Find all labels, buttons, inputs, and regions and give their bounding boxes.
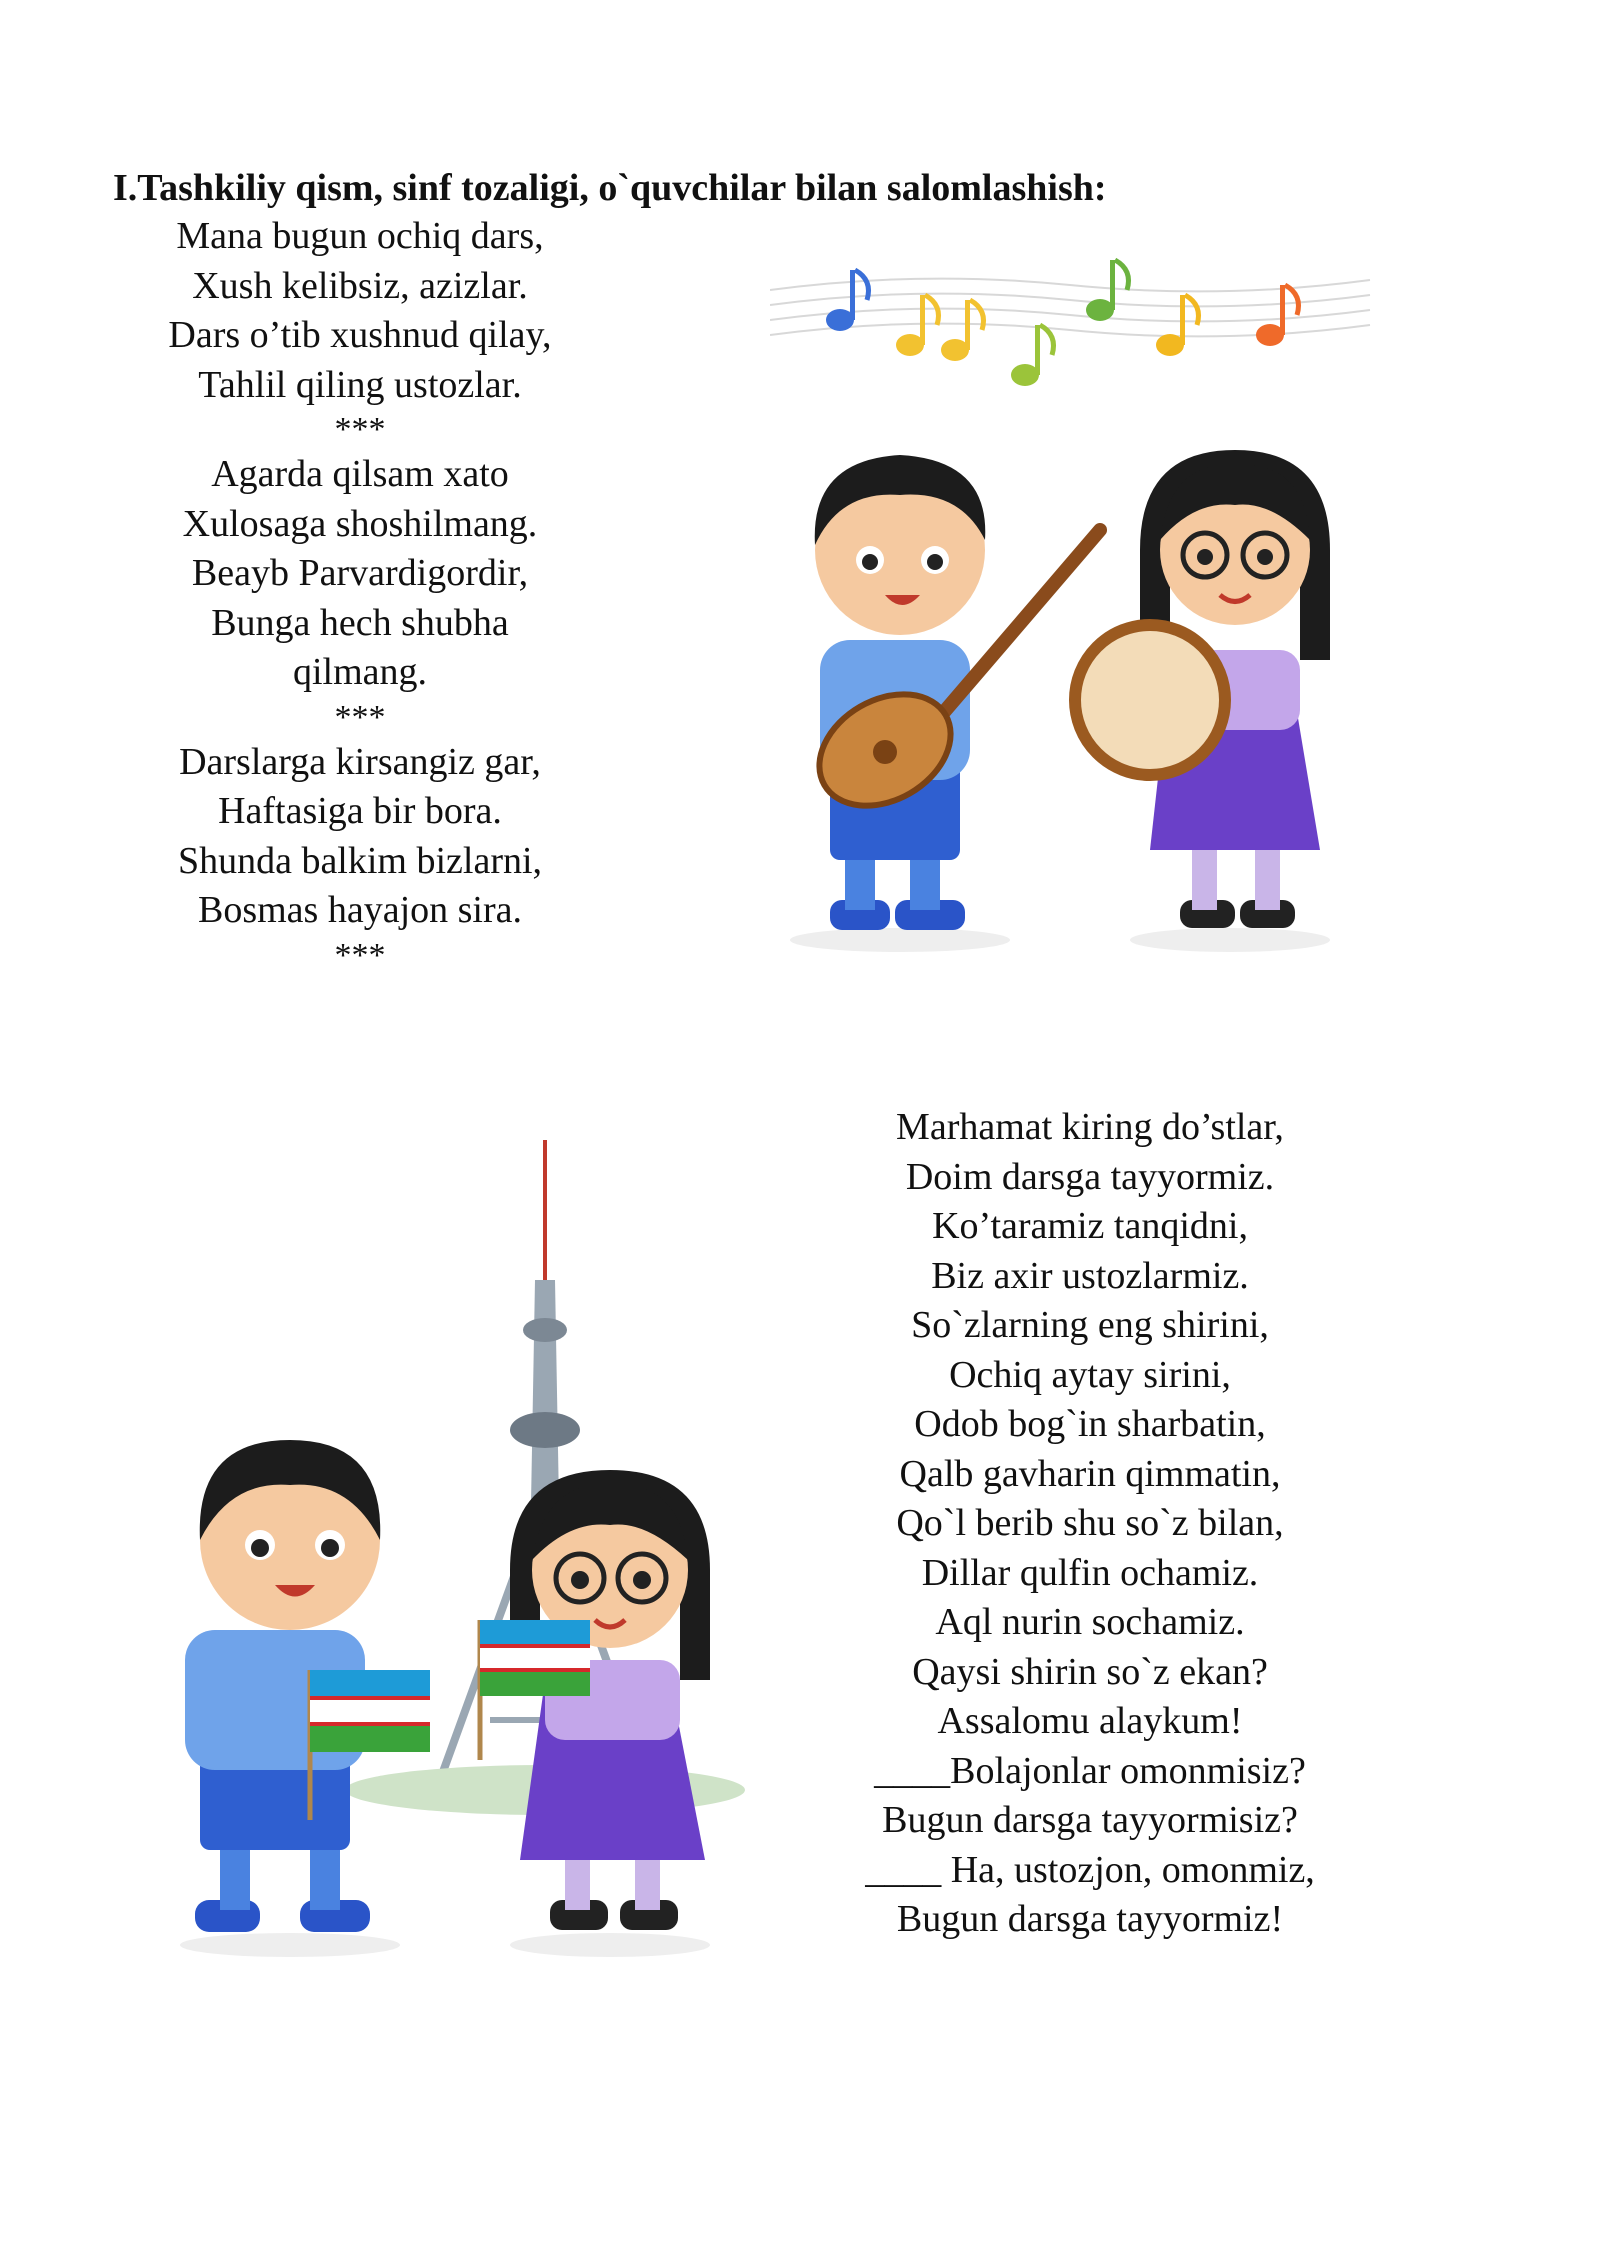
poem-line: Haftasiga bir bora. xyxy=(218,790,502,832)
boy-with-dutar xyxy=(790,455,1100,952)
children-with-uzbek-flags-illustration xyxy=(150,1140,810,1960)
poem-line: So`zlarning eng shirini, xyxy=(911,1304,1269,1346)
poem-line: Bosmas hayajon sira. xyxy=(197,889,522,931)
poem-line: Tahlil qiling ustozlar. xyxy=(198,363,522,406)
poem-left xyxy=(110,212,610,976)
poem-line: Doim darsga tayyormiz. xyxy=(905,1155,1275,1198)
poem-line: qilmang. xyxy=(292,651,428,693)
poem-line: Qo`l berib shu so`z bilan, xyxy=(896,1502,1284,1544)
poem-line: Dars o’tib xushnud qilay, xyxy=(168,314,552,356)
girl-with-flag xyxy=(480,1470,710,1957)
poem-line: Assalomu alaykum! xyxy=(937,1700,1243,1742)
music-note-icon xyxy=(1011,325,1054,386)
poem-line: Qalb gavharin qimmatin, xyxy=(899,1452,1281,1495)
boy-with-flag xyxy=(180,1440,430,1957)
poem-line: ____ Ha, ustozjon, omonmiz, xyxy=(865,1848,1315,1891)
poem-line: ____Bolajonlar omonmisiz? xyxy=(874,1749,1306,1792)
poem-line: Bugun darsga tayyormisiz? xyxy=(882,1799,1298,1841)
music-note-icon xyxy=(1256,285,1299,346)
poem-line: Mana bugun ochiq dars, xyxy=(176,215,544,257)
poem-line: Beayb Parvardigordir, xyxy=(191,552,529,594)
poem-line: Xush kelibsiz, azizlar. xyxy=(192,264,528,307)
poem-line: Shunda balkim bizlarni, xyxy=(177,839,543,882)
girl-with-doira xyxy=(1075,450,1330,952)
poem-line: Ochiq aytay sirini, xyxy=(949,1353,1231,1396)
poem-line: Bunga hech shubha xyxy=(211,601,509,644)
poem-line: Biz axir ustozlarmiz. xyxy=(931,1254,1249,1297)
page-heading: I.Tashkiliy qism, sinf tozaligi, o`quvchilar bilan salomlashish: xyxy=(113,167,1107,209)
poem-right xyxy=(800,1103,1380,1945)
music-note-icon xyxy=(826,270,869,331)
poem-line: Dillar qulfin ochamiz. xyxy=(921,1551,1259,1594)
poem-line: Odob bog`in sharbatin, xyxy=(914,1403,1266,1445)
poem-line: Darslarga kirsangiz gar, xyxy=(179,740,541,783)
poem-line: Xulosaga shoshilmang. xyxy=(182,502,538,545)
music-note-icon xyxy=(1156,295,1199,356)
music-note-icon xyxy=(1086,260,1129,321)
stanza-separator: *** xyxy=(334,936,386,974)
children-with-instruments-illustration xyxy=(770,250,1390,990)
poem-line: Agarda qilsam xato xyxy=(211,453,509,495)
stanza-separator: *** xyxy=(334,698,386,736)
poem-line: Marhamat kiring do’stlar, xyxy=(896,1106,1284,1148)
music-note-icon xyxy=(896,295,939,356)
poem-line: Qaysi shirin so`z ekan? xyxy=(912,1650,1268,1693)
poem-line: Bugun darsga tayyormiz! xyxy=(896,1898,1284,1940)
poem-line: Ko’taramiz tanqidni, xyxy=(932,1205,1248,1247)
stanza-separator: *** xyxy=(334,411,386,448)
poem-line: Aql nurin sochamiz. xyxy=(935,1601,1245,1643)
